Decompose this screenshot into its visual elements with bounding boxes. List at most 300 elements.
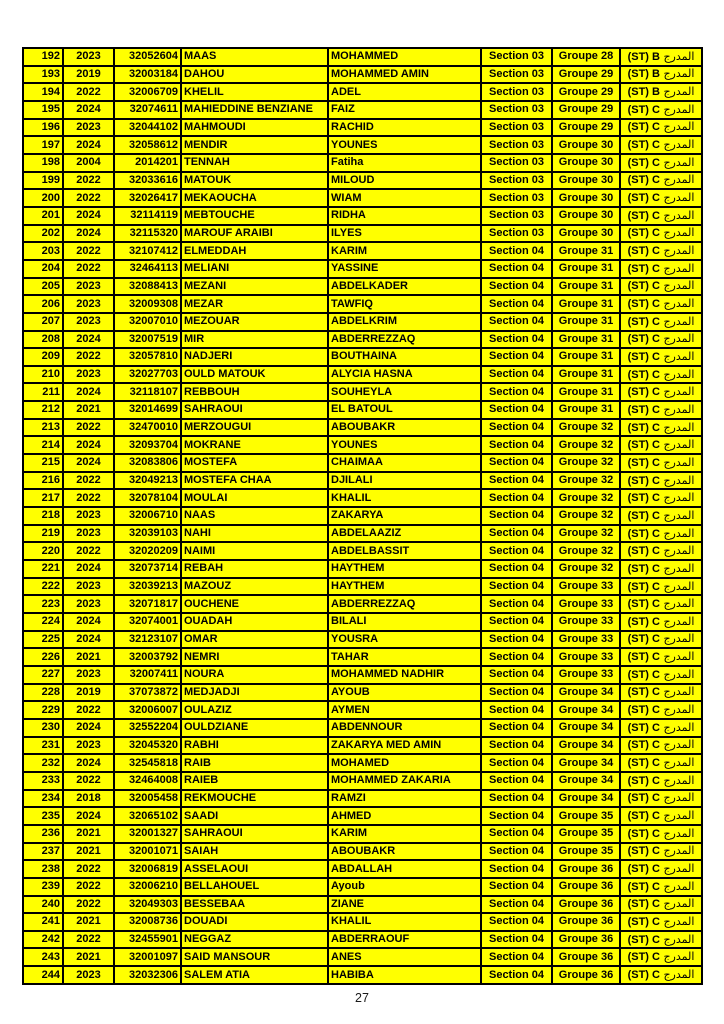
- cell-groupe: Groupe 32: [552, 472, 620, 490]
- amphi-st-label: (ST) C: [627, 827, 660, 840]
- cell-nom: REBAH: [181, 560, 328, 578]
- amphi-st-label: (ST) C: [627, 704, 660, 717]
- cell-year: 2022: [63, 896, 114, 914]
- cell-section: Section 04: [481, 701, 552, 719]
- cell-id: 32007519: [114, 331, 181, 349]
- cell-num: 233: [23, 772, 63, 790]
- cell-prenom: YOUSRA: [328, 631, 481, 649]
- cell-nom: OULD MATOUK: [181, 366, 328, 384]
- cell-nom: SAID MANSOUR: [181, 948, 328, 966]
- amphi-arabic-label: المدرج: [659, 279, 695, 293]
- amphi-arabic-label: المدرج: [659, 420, 695, 434]
- cell-year: 2024: [63, 225, 114, 243]
- cell-amphi: [620, 313, 702, 331]
- amphi-arabic-label: المدرج: [659, 844, 695, 858]
- cell-id: 32014699: [114, 401, 181, 419]
- cell-prenom: KHALIL: [328, 913, 481, 931]
- cell-section: Section 04: [481, 790, 552, 808]
- cell-nom: SALEM ATIA: [181, 966, 328, 984]
- cell-nom: MOSTEFA CHAA: [181, 472, 328, 490]
- cell-groupe: Groupe 31: [552, 331, 620, 349]
- table-row: [23, 843, 702, 861]
- cell-amphi: [620, 560, 702, 578]
- cell-num: 238: [23, 860, 63, 878]
- amphi-arabic-label: المدرج: [659, 191, 695, 205]
- table-row: [23, 772, 702, 790]
- cell-nom: REKMOUCHE: [181, 790, 328, 808]
- cell-groupe: Groupe 30: [552, 154, 620, 172]
- cell-id: 32032306: [114, 966, 181, 984]
- cell-year: 2022: [63, 542, 114, 560]
- cell-num: 213: [23, 419, 63, 437]
- cell-section: Section 03: [481, 172, 552, 190]
- cell-groupe: Groupe 36: [552, 931, 620, 949]
- amphi-arabic-label: المدرج: [659, 773, 695, 787]
- cell-id: 32058612: [114, 136, 181, 154]
- cell-id: 32007010: [114, 313, 181, 331]
- amphi-arabic-label: المدرج: [659, 685, 695, 699]
- cell-amphi: [620, 66, 702, 84]
- cell-prenom: ABDELKADER: [328, 278, 481, 296]
- cell-year: 2022: [63, 489, 114, 507]
- table-row: [23, 648, 702, 666]
- cell-prenom: ABDERRAOUF: [328, 931, 481, 949]
- cell-num: 205: [23, 278, 63, 296]
- cell-section: Section 03: [481, 83, 552, 101]
- cell-prenom: ILYES: [328, 225, 481, 243]
- cell-nom: MOKRANE: [181, 436, 328, 454]
- amphi-st-label: (ST) C: [627, 456, 660, 469]
- cell-nom: MERZOUGUI: [181, 419, 328, 437]
- amphi-st-label: (ST) C: [627, 969, 660, 982]
- cell-groupe: Groupe 33: [552, 613, 620, 631]
- amphi-st-label: (ST) B: [627, 68, 660, 81]
- cell-prenom: KARIM: [328, 242, 481, 260]
- cell-groupe: Groupe 31: [552, 401, 620, 419]
- cell-year: 2022: [63, 419, 114, 437]
- cell-year: 2021: [63, 648, 114, 666]
- cell-groupe: Groupe 31: [552, 295, 620, 313]
- cell-groupe: Groupe 30: [552, 207, 620, 225]
- amphi-arabic-label: المدرج: [659, 138, 695, 152]
- amphi-arabic-label: المدرج: [659, 85, 695, 99]
- cell-num: 222: [23, 578, 63, 596]
- table-row: [23, 366, 702, 384]
- students-table-body: [23, 48, 702, 984]
- cell-section: Section 04: [481, 860, 552, 878]
- cell-prenom: Ayoub: [328, 878, 481, 896]
- cell-year: 2023: [63, 313, 114, 331]
- cell-section: Section 04: [481, 383, 552, 401]
- cell-prenom: KARIM: [328, 825, 481, 843]
- cell-year: 2023: [63, 295, 114, 313]
- cell-id: 32118107: [114, 383, 181, 401]
- cell-nom: MAHMOUDI: [181, 119, 328, 137]
- table-row: [23, 172, 702, 190]
- cell-groupe: Groupe 30: [552, 189, 620, 207]
- cell-num: 237: [23, 843, 63, 861]
- cell-amphi: [620, 790, 702, 808]
- cell-nom: MAROUF ARAIBI: [181, 225, 328, 243]
- cell-nom: NAHI: [181, 525, 328, 543]
- table-row: [23, 684, 702, 702]
- amphi-st-label: (ST) C: [627, 615, 660, 628]
- amphi-st-label: (ST) C: [627, 368, 660, 381]
- cell-id: 32057810: [114, 348, 181, 366]
- cell-id: 32114119: [114, 207, 181, 225]
- cell-section: Section 03: [481, 154, 552, 172]
- cell-groupe: Groupe 31: [552, 278, 620, 296]
- cell-section: Section 04: [481, 772, 552, 790]
- cell-year: 2021: [63, 401, 114, 419]
- cell-year: 2023: [63, 666, 114, 684]
- cell-section: Section 03: [481, 136, 552, 154]
- cell-section: Section 04: [481, 931, 552, 949]
- cell-nom: RAIB: [181, 754, 328, 772]
- cell-nom: OULDZIANE: [181, 719, 328, 737]
- cell-section: Section 04: [481, 472, 552, 490]
- cell-prenom: Fatiha: [328, 154, 481, 172]
- amphi-arabic-label: المدرج: [659, 402, 695, 416]
- cell-id: 32005458: [114, 790, 181, 808]
- cell-num: 206: [23, 295, 63, 313]
- cell-section: Section 04: [481, 843, 552, 861]
- cell-groupe: Groupe 36: [552, 860, 620, 878]
- cell-num: 232: [23, 754, 63, 772]
- cell-nom: NADJERI: [181, 348, 328, 366]
- cell-prenom: MOHAMMED AMIN: [328, 66, 481, 84]
- cell-id: 32052604: [114, 48, 181, 66]
- cell-section: Section 03: [481, 225, 552, 243]
- cell-num: 241: [23, 913, 63, 931]
- amphi-st-label: (ST) C: [627, 668, 660, 681]
- cell-groupe: Groupe 33: [552, 595, 620, 613]
- cell-num: 224: [23, 613, 63, 631]
- cell-prenom: WIAM: [328, 189, 481, 207]
- cell-nom: MOULAI: [181, 489, 328, 507]
- cell-groupe: Groupe 32: [552, 454, 620, 472]
- cell-year: 2023: [63, 966, 114, 984]
- cell-num: 212: [23, 401, 63, 419]
- cell-id: 32093704: [114, 436, 181, 454]
- cell-num: 198: [23, 154, 63, 172]
- table-row: [23, 154, 702, 172]
- cell-amphi: [620, 719, 702, 737]
- table-row: [23, 313, 702, 331]
- cell-amphi: [620, 666, 702, 684]
- cell-amphi: [620, 913, 702, 931]
- cell-year: 2022: [63, 860, 114, 878]
- cell-year: 2023: [63, 366, 114, 384]
- cell-amphi: [620, 119, 702, 137]
- cell-prenom: ZIANE: [328, 896, 481, 914]
- amphi-st-label: (ST) C: [627, 298, 660, 311]
- table-row: [23, 807, 702, 825]
- cell-nom: MAZOUZ: [181, 578, 328, 596]
- amphi-st-label: (ST) C: [627, 350, 660, 363]
- cell-num: 218: [23, 507, 63, 525]
- cell-num: 202: [23, 225, 63, 243]
- cell-amphi: [620, 207, 702, 225]
- amphi-arabic-label: المدرج: [659, 879, 695, 893]
- cell-amphi: [620, 648, 702, 666]
- cell-section: Section 04: [481, 737, 552, 755]
- amphi-st-label: (ST) C: [627, 757, 660, 770]
- cell-groupe: Groupe 33: [552, 631, 620, 649]
- cell-nom: OUADAH: [181, 613, 328, 631]
- cell-id: 32115320: [114, 225, 181, 243]
- cell-id: 32003792: [114, 648, 181, 666]
- cell-nom: MEZAR: [181, 295, 328, 313]
- cell-num: 234: [23, 790, 63, 808]
- cell-id: 32049213: [114, 472, 181, 490]
- cell-nom: RAIEB: [181, 772, 328, 790]
- cell-section: Section 03: [481, 48, 552, 66]
- amphi-arabic-label: المدرج: [659, 632, 695, 646]
- amphi-arabic-label: المدرج: [659, 120, 695, 134]
- cell-year: 2018: [63, 790, 114, 808]
- table-row: [23, 825, 702, 843]
- table-row: [23, 189, 702, 207]
- cell-nom: REBBOUH: [181, 383, 328, 401]
- table-row: [23, 331, 702, 349]
- amphi-st-label: (ST) C: [627, 315, 660, 328]
- amphi-arabic-label: المدرج: [659, 102, 695, 116]
- cell-prenom: TAHAR: [328, 648, 481, 666]
- amphi-arabic-label: المدرج: [659, 738, 695, 752]
- amphi-arabic-label: المدرج: [659, 349, 695, 363]
- cell-prenom: HABIBA: [328, 966, 481, 984]
- cell-section: Section 04: [481, 666, 552, 684]
- cell-nom: OUCHENE: [181, 595, 328, 613]
- table-row: [23, 507, 702, 525]
- cell-section: Section 03: [481, 101, 552, 119]
- amphi-arabic-label: المدرج: [659, 809, 695, 823]
- cell-groupe: Groupe 30: [552, 225, 620, 243]
- cell-id: 32107412: [114, 242, 181, 260]
- cell-prenom: BILALI: [328, 613, 481, 631]
- cell-section: Section 04: [481, 278, 552, 296]
- amphi-st-label: (ST) C: [627, 121, 660, 134]
- cell-groupe: Groupe 29: [552, 119, 620, 137]
- cell-groupe: Groupe 32: [552, 542, 620, 560]
- cell-id: 32033616: [114, 172, 181, 190]
- cell-groupe: Groupe 29: [552, 83, 620, 101]
- cell-num: 195: [23, 101, 63, 119]
- cell-num: 231: [23, 737, 63, 755]
- cell-amphi: [620, 896, 702, 914]
- cell-year: 2023: [63, 578, 114, 596]
- cell-groupe: Groupe 36: [552, 878, 620, 896]
- cell-prenom: MOHAMMED ZAKARIA: [328, 772, 481, 790]
- cell-num: 228: [23, 684, 63, 702]
- amphi-arabic-label: المدرج: [659, 720, 695, 734]
- cell-year: 2024: [63, 207, 114, 225]
- cell-groupe: Groupe 33: [552, 666, 620, 684]
- amphi-st-label: (ST) C: [627, 651, 660, 664]
- cell-id: 32006709: [114, 83, 181, 101]
- cell-year: 2023: [63, 278, 114, 296]
- cell-prenom: ABOUBAKR: [328, 419, 481, 437]
- amphi-arabic-label: المدرج: [659, 650, 695, 664]
- cell-prenom: BOUTHAINA: [328, 348, 481, 366]
- table-row: [23, 542, 702, 560]
- cell-section: Section 04: [481, 507, 552, 525]
- cell-prenom: DJILALI: [328, 472, 481, 490]
- cell-num: 225: [23, 631, 63, 649]
- cell-nom: MOSTEFA: [181, 454, 328, 472]
- cell-nom: NAIMI: [181, 542, 328, 560]
- amphi-arabic-label: المدرج: [659, 932, 695, 946]
- cell-id: 32065102: [114, 807, 181, 825]
- cell-prenom: EL BATOUL: [328, 401, 481, 419]
- cell-year: 2023: [63, 737, 114, 755]
- amphi-st-label: (ST) C: [627, 474, 660, 487]
- table-row: [23, 66, 702, 84]
- cell-amphi: [620, 366, 702, 384]
- cell-num: 201: [23, 207, 63, 225]
- cell-prenom: MILOUD: [328, 172, 481, 190]
- cell-year: 2023: [63, 119, 114, 137]
- cell-num: 239: [23, 878, 63, 896]
- cell-num: 204: [23, 260, 63, 278]
- cell-num: 221: [23, 560, 63, 578]
- amphi-st-label: (ST) C: [627, 951, 660, 964]
- table-row: [23, 489, 702, 507]
- cell-amphi: [620, 843, 702, 861]
- cell-num: 219: [23, 525, 63, 543]
- cell-amphi: [620, 242, 702, 260]
- cell-year: 2024: [63, 719, 114, 737]
- cell-year: 2019: [63, 66, 114, 84]
- cell-groupe: Groupe 31: [552, 366, 620, 384]
- amphi-arabic-label: المدرج: [659, 862, 695, 876]
- amphi-arabic-label: المدرج: [659, 385, 695, 399]
- cell-nom: MIR: [181, 331, 328, 349]
- cell-groupe: Groupe 34: [552, 737, 620, 755]
- cell-section: Section 04: [481, 436, 552, 454]
- amphi-arabic-label: المدرج: [659, 314, 695, 328]
- cell-year: 2024: [63, 807, 114, 825]
- cell-year: 2023: [63, 507, 114, 525]
- cell-nom: OULAZIZ: [181, 701, 328, 719]
- cell-amphi: [620, 225, 702, 243]
- cell-id: 32088413: [114, 278, 181, 296]
- table-row: [23, 701, 702, 719]
- cell-prenom: ABDELBASSIT: [328, 542, 481, 560]
- amphi-arabic-label: المدرج: [659, 756, 695, 770]
- cell-amphi: [620, 595, 702, 613]
- cell-num: 203: [23, 242, 63, 260]
- cell-prenom: ANES: [328, 948, 481, 966]
- amphi-st-label: (ST) C: [627, 880, 660, 893]
- cell-num: 236: [23, 825, 63, 843]
- amphi-st-label: (ST) C: [627, 156, 660, 169]
- cell-section: Section 04: [481, 419, 552, 437]
- cell-nom: OMAR: [181, 631, 328, 649]
- cell-section: Section 04: [481, 525, 552, 543]
- table-row: [23, 631, 702, 649]
- amphi-st-label: (ST) C: [627, 721, 660, 734]
- cell-nom: SAHRAOUI: [181, 401, 328, 419]
- amphi-st-label: (ST) C: [627, 845, 660, 858]
- cell-year: 2022: [63, 472, 114, 490]
- cell-section: Section 04: [481, 754, 552, 772]
- cell-section: Section 04: [481, 631, 552, 649]
- cell-nom: SAIAH: [181, 843, 328, 861]
- cell-num: 197: [23, 136, 63, 154]
- cell-groupe: Groupe 32: [552, 489, 620, 507]
- cell-id: 32006710: [114, 507, 181, 525]
- amphi-st-label: (ST) C: [627, 562, 660, 575]
- cell-amphi: [620, 401, 702, 419]
- cell-groupe: Groupe 31: [552, 242, 620, 260]
- table-row: [23, 472, 702, 490]
- cell-id: 32073714: [114, 560, 181, 578]
- cell-year: 2021: [63, 913, 114, 931]
- cell-amphi: [620, 825, 702, 843]
- table-row: [23, 578, 702, 596]
- cell-id: 32007411: [114, 666, 181, 684]
- cell-num: 210: [23, 366, 63, 384]
- amphi-st-label: (ST) C: [627, 739, 660, 752]
- cell-nom: MEDJADJI: [181, 684, 328, 702]
- cell-year: 2022: [63, 348, 114, 366]
- cell-groupe: Groupe 34: [552, 790, 620, 808]
- amphi-st-label: (ST) C: [627, 192, 660, 205]
- amphi-arabic-label: المدرج: [659, 791, 695, 805]
- amphi-st-label: (ST) C: [627, 262, 660, 275]
- cell-section: Section 04: [481, 348, 552, 366]
- cell-nom: SAADI: [181, 807, 328, 825]
- cell-section: Section 03: [481, 189, 552, 207]
- cell-amphi: [620, 807, 702, 825]
- cell-num: 244: [23, 966, 63, 984]
- cell-id: 37073872: [114, 684, 181, 702]
- cell-amphi: [620, 878, 702, 896]
- cell-year: 2024: [63, 101, 114, 119]
- cell-groupe: Groupe 35: [552, 807, 620, 825]
- table-row: [23, 383, 702, 401]
- amphi-st-label: (ST) C: [627, 403, 660, 416]
- table-row: [23, 207, 702, 225]
- cell-groupe: Groupe 34: [552, 719, 620, 737]
- cell-section: Section 04: [481, 719, 552, 737]
- table-row: [23, 931, 702, 949]
- amphi-st-label: (ST) C: [627, 421, 660, 434]
- cell-prenom: ABOUBAKR: [328, 843, 481, 861]
- cell-section: Section 04: [481, 807, 552, 825]
- cell-prenom: ABDELAAZIZ: [328, 525, 481, 543]
- cell-groupe: Groupe 30: [552, 136, 620, 154]
- amphi-arabic-label: المدرج: [659, 561, 695, 575]
- amphi-arabic-label: المدرج: [659, 173, 695, 187]
- cell-amphi: [620, 489, 702, 507]
- cell-year: 2004: [63, 154, 114, 172]
- cell-nom: BESSEBAA: [181, 896, 328, 914]
- cell-prenom: HAYTHEM: [328, 560, 481, 578]
- table-row: [23, 295, 702, 313]
- amphi-arabic-label: المدرج: [659, 950, 695, 964]
- amphi-st-label: (ST) C: [627, 545, 660, 558]
- cell-id: 32049303: [114, 896, 181, 914]
- cell-nom: ASSELAOUI: [181, 860, 328, 878]
- amphi-arabic-label: المدرج: [659, 544, 695, 558]
- cell-num: 216: [23, 472, 63, 490]
- cell-amphi: [620, 383, 702, 401]
- cell-id: 32026417: [114, 189, 181, 207]
- amphi-arabic-label: المدرج: [659, 244, 695, 258]
